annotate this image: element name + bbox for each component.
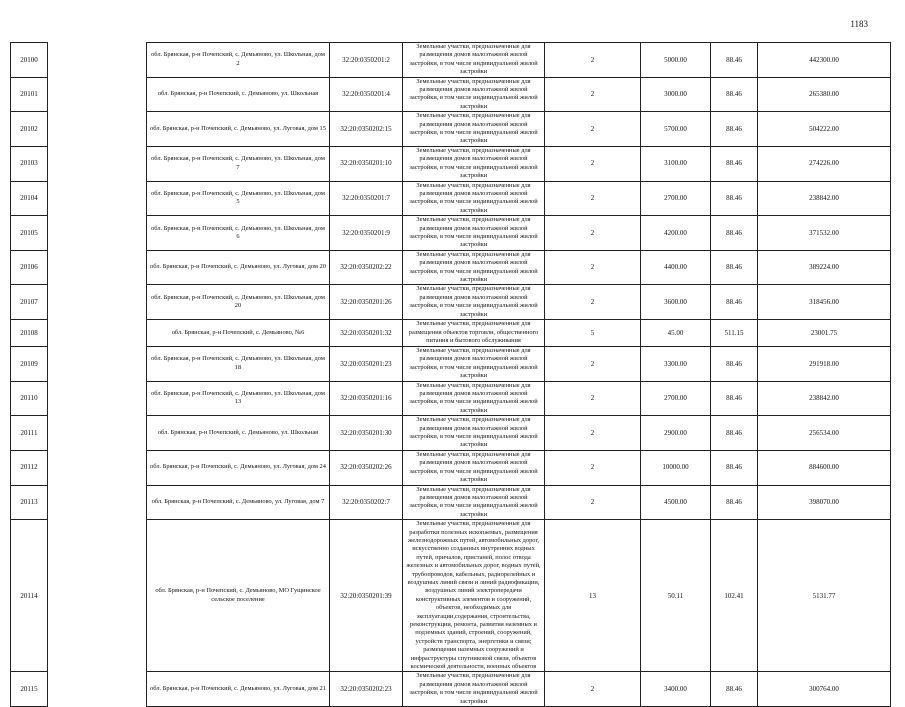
cadastral-value-cell: 442300.00 bbox=[758, 43, 891, 78]
land-use-cell: Земельные участки, предназначенные для размещения домов малоэтажной жилой застройки, в том числе индивидуальной жилой застройки bbox=[403, 672, 545, 707]
blank-cell bbox=[48, 285, 147, 320]
land-use-cell: Земельные участки, предназначенные для размещения домов малоэтажной жилой застройки, в том числе индивидуальной жилой застройки bbox=[403, 77, 545, 112]
table-row bbox=[11, 216, 891, 251]
record-number-cell: 20102 bbox=[11, 112, 48, 147]
record-number-cell: 20105 bbox=[11, 216, 48, 251]
address-cell: обл. Брянская, р-н Почепский, с. Демьяново, ул. Луговая, дом 15 bbox=[147, 112, 330, 147]
area-cell: 50.11 bbox=[641, 520, 711, 672]
area-cell: 3100.00 bbox=[641, 146, 711, 181]
land-use-cell: Земельные участки, предназначенные для размещения домов малоэтажной жилой застройки, в том числе индивидуальной жилой застройки bbox=[403, 43, 545, 78]
blank-cell bbox=[48, 450, 147, 485]
cadastral-number-cell: 32:20:0350201:10 bbox=[330, 146, 403, 181]
table-row bbox=[11, 672, 891, 707]
cadastral-value-cell: 265380.00 bbox=[758, 77, 891, 112]
address-cell: обл. Брянская, р-н Почепский, с. Демьяново, ул. Школьная, дом 6 bbox=[147, 216, 330, 251]
area-cell: 3300.00 bbox=[641, 347, 711, 382]
blank-cell bbox=[48, 672, 147, 707]
land-use-cell: Земельные участки, предназначенные для размещения домов малоэтажной жилой застройки, в том числе индивидуальной жилой застройки bbox=[403, 250, 545, 285]
cadastral-value-cell: 389224.00 bbox=[758, 250, 891, 285]
rate-cell: 88.46 bbox=[711, 216, 758, 251]
blank-cell bbox=[48, 146, 147, 181]
rate-cell: 88.46 bbox=[711, 416, 758, 451]
area-cell: 4500.00 bbox=[641, 485, 711, 520]
rate-cell: 88.46 bbox=[711, 181, 758, 216]
blank-cell bbox=[48, 520, 147, 672]
record-number-cell: 20103 bbox=[11, 146, 48, 181]
table-row bbox=[11, 77, 891, 112]
cadastral-value-cell: 291918.00 bbox=[758, 347, 891, 382]
group-cell: 2 bbox=[545, 112, 641, 147]
rate-cell: 88.46 bbox=[711, 146, 758, 181]
cadastral-number-cell: 32:20:0350201:4 bbox=[330, 77, 403, 112]
rate-cell: 88.46 bbox=[711, 450, 758, 485]
address-cell: обл. Брянская, р-н Почепский, с. Демьяново, ул. Школьная, дом 5 bbox=[147, 181, 330, 216]
blank-cell bbox=[48, 112, 147, 147]
blank-cell bbox=[48, 381, 147, 416]
blank-cell bbox=[48, 181, 147, 216]
cadastral-number-cell: 32:20:0350201:2 bbox=[330, 43, 403, 78]
land-use-cell: Земельные участки, предназначенные для размещения домов малоэтажной жилой застройки, в том числе индивидуальной жилой застройки bbox=[403, 216, 545, 251]
area-cell: 10000.00 bbox=[641, 450, 711, 485]
rate-cell: 88.46 bbox=[711, 485, 758, 520]
cadastral-number-cell: 32:20:0350201:32 bbox=[330, 320, 403, 347]
land-use-cell: Земельные участки, предназначенные для размещения домов малоэтажной жилой застройки, в том числе индивидуальной жилой застройки bbox=[403, 112, 545, 147]
cadastral-number-cell: 32:20:0350202:26 bbox=[330, 450, 403, 485]
rate-cell: 88.46 bbox=[711, 347, 758, 382]
land-use-cell: Земельные участки, предназначенные для размещения домов малоэтажной жилой застройки, в том числе индивидуальной жилой застройки bbox=[403, 347, 545, 382]
table-row bbox=[11, 347, 891, 382]
record-number-cell: 20107 bbox=[11, 285, 48, 320]
cadastral-value-cell: 256534.00 bbox=[758, 416, 891, 451]
group-cell: 2 bbox=[545, 216, 641, 251]
blank-cell bbox=[48, 416, 147, 451]
blank-cell bbox=[48, 485, 147, 520]
blank-cell bbox=[48, 43, 147, 78]
table-row bbox=[11, 320, 891, 347]
address-cell: обл. Брянская, р-н Почепский, с. Демьяново, ул. Школьная, дом 7 bbox=[147, 146, 330, 181]
record-number-cell: 20100 bbox=[11, 43, 48, 78]
blank-cell bbox=[48, 347, 147, 382]
table-row bbox=[11, 112, 891, 147]
cadastral-value-cell: 238842.00 bbox=[758, 181, 891, 216]
address-cell: обл. Брянская, р-н Почепский, с. Демьяново, ул. Школьная bbox=[147, 77, 330, 112]
cadastral-number-cell: 32:20:0350201:7 bbox=[330, 181, 403, 216]
record-number-cell: 20114 bbox=[11, 520, 48, 672]
cadastral-number-cell: 32:20:0350201:39 bbox=[330, 520, 403, 672]
blank-cell bbox=[48, 320, 147, 347]
table-row bbox=[11, 43, 891, 78]
cadastral-number-cell: 32:20:0350201:23 bbox=[330, 347, 403, 382]
cadastral-number-cell: 32:20:0350201:9 bbox=[330, 216, 403, 251]
land-use-cell: Земельные участки, предназначенные для размещения домов малоэтажной жилой застройки, в том числе индивидуальной жилой застройки bbox=[403, 485, 545, 520]
cadastral-table bbox=[10, 42, 890, 707]
blank-cell bbox=[48, 77, 147, 112]
group-cell: 2 bbox=[545, 181, 641, 216]
land-use-cell: Земельные участки, предназначенные для размещения домов малоэтажной жилой застройки, в том числе индивидуальной жилой застройки bbox=[403, 416, 545, 451]
rate-cell: 88.46 bbox=[711, 381, 758, 416]
blank-cell bbox=[48, 250, 147, 285]
area-cell: 45.00 bbox=[641, 320, 711, 347]
land-use-cell: Земельные участки, предназначенные для размещения домов малоэтажной жилой застройки, в том числе индивидуальной жилой застройки bbox=[403, 285, 545, 320]
table-row bbox=[11, 285, 891, 320]
group-cell: 2 bbox=[545, 250, 641, 285]
group-cell: 2 bbox=[545, 416, 641, 451]
cadastral-number-cell: 32:20:0350202:22 bbox=[330, 250, 403, 285]
area-cell: 3600.00 bbox=[641, 285, 711, 320]
address-cell: обл. Брянская, р-н Почепский, с. Демьяново, МО Гущинское сельское поселение bbox=[147, 520, 330, 672]
record-number-cell: 20108 bbox=[11, 320, 48, 347]
rate-cell: 88.46 bbox=[711, 250, 758, 285]
cadastral-number-cell: 32:20:0350201:26 bbox=[330, 285, 403, 320]
record-number-cell: 20104 bbox=[11, 181, 48, 216]
group-cell: 2 bbox=[545, 146, 641, 181]
area-cell: 2900.00 bbox=[641, 416, 711, 451]
group-cell: 2 bbox=[545, 381, 641, 416]
land-use-cell: Земельные участки, предназначенные для размещения домов малоэтажной жилой застройки, в том числе индивидуальной жилой застройки bbox=[403, 450, 545, 485]
record-number-cell: 20112 bbox=[11, 450, 48, 485]
land-use-cell: Земельные участки, предназначенные для размещения домов малоэтажной жилой застройки, в том числе индивидуальной жилой застройки bbox=[403, 146, 545, 181]
rate-cell: 88.46 bbox=[711, 77, 758, 112]
cadastral-number-cell: 32:20:0350202:23 bbox=[330, 672, 403, 707]
area-cell: 5000.00 bbox=[641, 43, 711, 78]
area-cell: 3400.00 bbox=[641, 672, 711, 707]
record-number-cell: 20109 bbox=[11, 347, 48, 382]
table-row bbox=[11, 520, 891, 672]
address-cell: обл. Брянская, р-н Почепский, с. Демьяново, ул. Луговая, дом 21 bbox=[147, 672, 330, 707]
table-row bbox=[11, 416, 891, 451]
record-number-cell: 20115 bbox=[11, 672, 48, 707]
cadastral-number-cell: 32:20:0350202:7 bbox=[330, 485, 403, 520]
cadastral-value-cell: 318456.00 bbox=[758, 285, 891, 320]
cadastral-number-cell: 32:20:0350201:16 bbox=[330, 381, 403, 416]
group-cell: 2 bbox=[545, 285, 641, 320]
area-cell: 4400.00 bbox=[641, 250, 711, 285]
blank-cell bbox=[48, 216, 147, 251]
group-cell: 2 bbox=[545, 77, 641, 112]
area-cell: 2700.00 bbox=[641, 381, 711, 416]
rate-cell: 511.15 bbox=[711, 320, 758, 347]
area-cell: 3000.00 bbox=[641, 77, 711, 112]
area-cell: 4200.00 bbox=[641, 216, 711, 251]
page-number: 1183 bbox=[850, 19, 868, 29]
land-use-cell: Земельные участки, предназначенные для размещения домов малоэтажной жилой застройки, в том числе индивидуальной жилой застройки bbox=[403, 381, 545, 416]
rate-cell: 102.41 bbox=[711, 520, 758, 672]
address-cell: обл. Брянская, р-н Почепский, с. Демьяново, ул. Школьная bbox=[147, 416, 330, 451]
cadastral-value-cell: 504222.00 bbox=[758, 112, 891, 147]
land-use-cell: Земельные участки, предназначенные для размещения домов малоэтажной жилой застройки, в том числе индивидуальной жилой застройки bbox=[403, 181, 545, 216]
group-cell: 2 bbox=[545, 485, 641, 520]
group-cell: 2 bbox=[545, 347, 641, 382]
address-cell: обл. Брянская, р-н Почепский, с. Демьяново, ул. Школьная, дом 13 bbox=[147, 381, 330, 416]
address-cell: обл. Брянская, р-н Почепский, с. Демьяново, ул. Школьная, дом 18 bbox=[147, 347, 330, 382]
rate-cell: 88.46 bbox=[711, 672, 758, 707]
table-row bbox=[11, 181, 891, 216]
address-cell: обл. Брянская, р-н Почепский, с. Демьяново, ул. Школьная, дом 20 bbox=[147, 285, 330, 320]
group-cell: 2 bbox=[545, 450, 641, 485]
cadastral-value-cell: 23001.75 bbox=[758, 320, 891, 347]
cadastral-number-cell: 32:20:0350202:15 bbox=[330, 112, 403, 147]
table-row bbox=[11, 250, 891, 285]
land-use-cell: Земельные участки, предназначенные для разработки полезных ископаемых, размещения железнодорожных путей, автомобильных дорог, искусственно созданных внутренних водных путей, причалов, пристаней, полос отвода железных и автомобильных дорог, водных путей, трубопроводов, кабельных, радиорелейных и воздушных линий связи и линий радиофикации, воздушных линий электропередачи конструктивных элементов и сооружений, объектов, необходимых для эксплуатации,содержания, строительства, реконструкции, ремонта, развития наземных и подземных зданий, строений, сооружений, устройств транспорта, энергетики и связи; размещения наземных сооружений и инфраструктуры спутниковой связи, объектов космической деятельности, военных объектов bbox=[403, 520, 545, 672]
table-row bbox=[11, 485, 891, 520]
address-cell: обл. Брянская, р-н Почепский, с. Демьяново, ул. Луговая, дом 20 bbox=[147, 250, 330, 285]
cadastral-number-cell: 32:20:0350201:30 bbox=[330, 416, 403, 451]
table-row bbox=[11, 146, 891, 181]
rate-cell: 88.46 bbox=[711, 285, 758, 320]
rate-cell: 88.46 bbox=[711, 112, 758, 147]
rate-cell: 88.46 bbox=[711, 43, 758, 78]
land-use-cell: Земельные участки, предназначенные для размещения объектов торговли, общественного питания и бытового обслуживания bbox=[403, 320, 545, 347]
table-row bbox=[11, 381, 891, 416]
cadastral-value-cell: 5131.77 bbox=[758, 520, 891, 672]
cadastral-value-cell: 300764.00 bbox=[758, 672, 891, 707]
cadastral-value-cell: 371532.00 bbox=[758, 216, 891, 251]
cadastral-value-cell: 274226.00 bbox=[758, 146, 891, 181]
address-cell: обл. Брянская, р-н Почепский, с. Демьяново, ул. Луговая, дом 7 bbox=[147, 485, 330, 520]
address-cell: обл. Брянская, р-н Почепский, с. Демьяново, ул. Луговая, дом 24 bbox=[147, 450, 330, 485]
group-cell: 5 bbox=[545, 320, 641, 347]
cadastral-value-cell: 884600.00 bbox=[758, 450, 891, 485]
address-cell: обл. Брянская, р-н Почепский, с. Демьяново, №6 bbox=[147, 320, 330, 347]
area-cell: 2700.00 bbox=[641, 181, 711, 216]
group-cell: 2 bbox=[545, 672, 641, 707]
table-row bbox=[11, 450, 891, 485]
area-cell: 5700.00 bbox=[641, 112, 711, 147]
group-cell: 2 bbox=[545, 43, 641, 78]
cadastral-value-cell: 398070.00 bbox=[758, 485, 891, 520]
record-number-cell: 20110 bbox=[11, 381, 48, 416]
cadastral-value-cell: 238842.00 bbox=[758, 381, 891, 416]
record-number-cell: 20111 bbox=[11, 416, 48, 451]
address-cell: обл. Брянская, р-н Почепский, с. Демьяново, ул. Школьная, дом 2 bbox=[147, 43, 330, 78]
record-number-cell: 20106 bbox=[11, 250, 48, 285]
group-cell: 13 bbox=[545, 520, 641, 672]
record-number-cell: 20113 bbox=[11, 485, 48, 520]
record-number-cell: 20101 bbox=[11, 77, 48, 112]
